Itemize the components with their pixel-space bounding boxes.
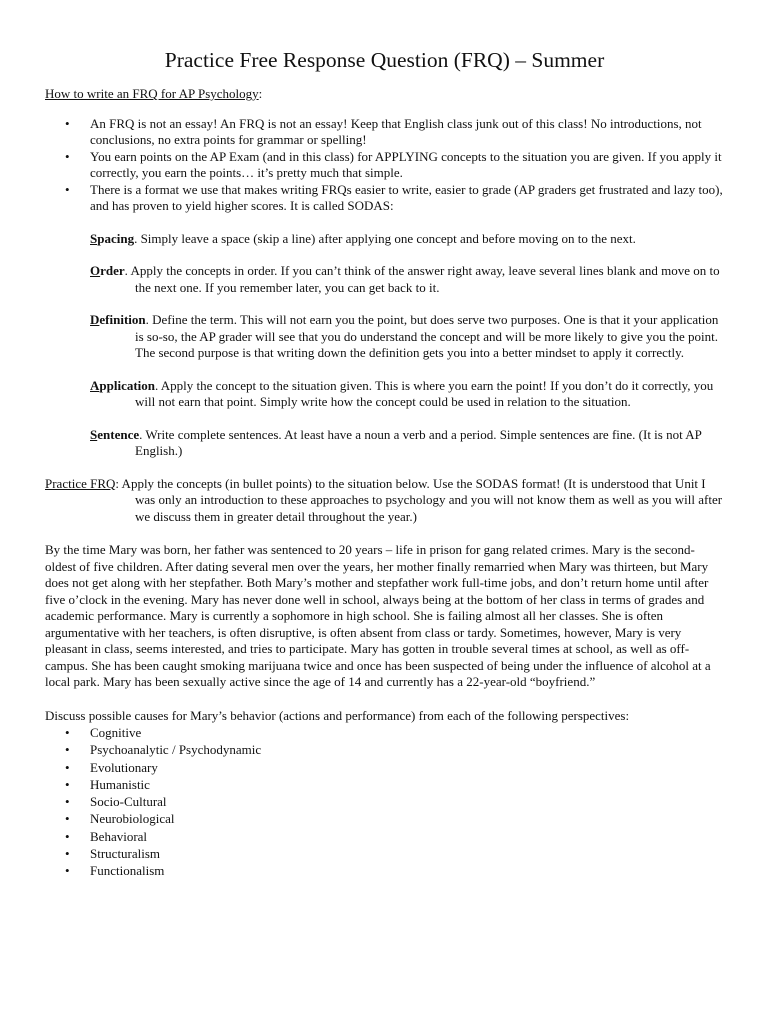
practice-frq-instructions	[45, 476, 724, 526]
sodas-letter: A	[90, 377, 100, 393]
sodas-term	[90, 378, 155, 393]
sodas-description: . Write complete sentences. At least have a noun a verb and a period. Simple sentences are fine. (It is not AP English.)	[135, 426, 702, 458]
perspective-item: • Structuralism	[45, 845, 724, 862]
guideline-item: • There is a format we use that makes writing FRQs easier to write, easier to grade (AP graders get frustrated and lazy too), and has proven to yield higher scores. It is called SODAS:	[45, 182, 724, 215]
sodas-description: . Simply leave a space (skip a line) after applying one concept and before moving on to the next.	[134, 230, 636, 246]
perspective-item: • Psychoanalytic / Psychodynamic	[45, 741, 724, 758]
sodas-definition	[90, 312, 724, 362]
sodas-description: . Define the term. This will not earn you the point, but does serve two purposes. One is that it your application is so-so, the AP grader will see that you do understand the concept and will be more likely to give you the point. The second purpose is that writing down the definition gets you into a better mindset to apply it correctly.	[135, 312, 719, 360]
sodas-term	[90, 427, 139, 442]
sodas-letter: S	[90, 426, 98, 442]
perspective-item: • Cognitive	[45, 724, 724, 741]
sodas-term	[90, 312, 146, 327]
sodas-letter: O	[90, 263, 101, 278]
guideline-item: • An FRQ is not an essay! An FRQ is not an essay! Keep that English class junk out of this class! No introductions, not conclusions, no extra points for grammar or spelling!	[45, 116, 724, 149]
practice-frq-text: : Apply the concepts (in bullet points) to the situation below. Use the SODAS format! (It is understood that Unit I was only an introduction to these approaches to psychology and you will not know them as well as you will after we discuss them in greater detail throughout the year.)	[115, 475, 723, 524]
guideline-list	[45, 116, 724, 215]
perspective-item: • Socio-Cultural	[45, 793, 724, 810]
sodas-term-rest: rder	[100, 263, 125, 278]
sodas-letter: S	[90, 230, 98, 246]
perspective-item: • Neurobiological	[45, 810, 724, 827]
sodas-sentence	[90, 427, 724, 460]
sodas-spacing	[90, 231, 724, 248]
perspective-item: • Functionalism	[45, 862, 724, 879]
discussion-prompt: Discuss possible causes for Mary’s behavior (actions and performance) from each of the following perspectives:	[45, 707, 630, 723]
intro-heading	[45, 86, 724, 103]
sodas-term-rest: entence	[97, 426, 140, 442]
sodas-letter: D	[90, 312, 100, 327]
sodas-description: . Apply the concepts in order. If you can’t think of the answer right away, leave several lines blank and move on to the next one. If you remember later, you can get back to it.	[124, 263, 720, 295]
sodas-term	[90, 263, 125, 278]
sodas-description: . Apply the concept to the situation given. This is where you earn the point! If you don’t do it correctly, you will not earn that point. Simply write how the concept could be used in relation to the situation.	[135, 377, 714, 409]
sodas-term-rest: pacing	[97, 230, 135, 246]
perspective-item: • Evolutionary	[45, 759, 724, 776]
perspective-list	[45, 724, 724, 880]
perspective-item: • Humanistic	[45, 776, 724, 793]
sodas-term	[90, 231, 134, 246]
practice-frq-label: Practice FRQ	[45, 475, 116, 491]
perspective-item: • Behavioral	[45, 828, 724, 845]
sodas-application	[90, 378, 724, 411]
scenario-paragraph: By the time Mary was born, her father was sentenced to 20 years – life in prison for gang related crimes. Mary is the second-oldest of five children. After dating several men over the years, her mother finally remarried when Mary was thirteen, but Mary does not get along with her stepfather. Both Mary’s mother and stepfather work full-time jobs, and don’t return home until after five o’clock in the evening. Mary has never done well in school, always being at the bottom of her class in terms of grades and academic performance. Mary is currently a sophomore in high school. She is failing almost all her classes. She is often argumentative with her teachers, is often disruptive, is often absent from class or tardy. Sometimes, however, Mary is very pleasant in class, seems interested, and tries to participate. Mary has gotten in trouble several times at school, as well as off-campus. She has been caught smoking marijuana twice and once has been suspected of being under the influence of alcohol at a local park. Mary has been sexually active since the age of 14 and currently has a 22-year-old “boyfriend.”	[45, 542, 711, 689]
sodas-order	[90, 263, 724, 296]
sodas-term-rest: efinition	[99, 312, 146, 327]
sodas-term-rest: pplication	[99, 377, 156, 393]
guideline-item: • You earn points on the AP Exam (and in this class) for APPLYING concepts to the situation you are given. If you apply it correctly, you earn the points… it’s pretty much that simple.	[45, 149, 724, 182]
intro-heading-text: How to write an FRQ for AP Psychology	[45, 86, 259, 101]
sodas-list	[45, 231, 724, 460]
document-title: Practice Free Response Question (FRQ) – Summer	[164, 48, 605, 72]
intro-heading-colon: :	[258, 86, 263, 101]
